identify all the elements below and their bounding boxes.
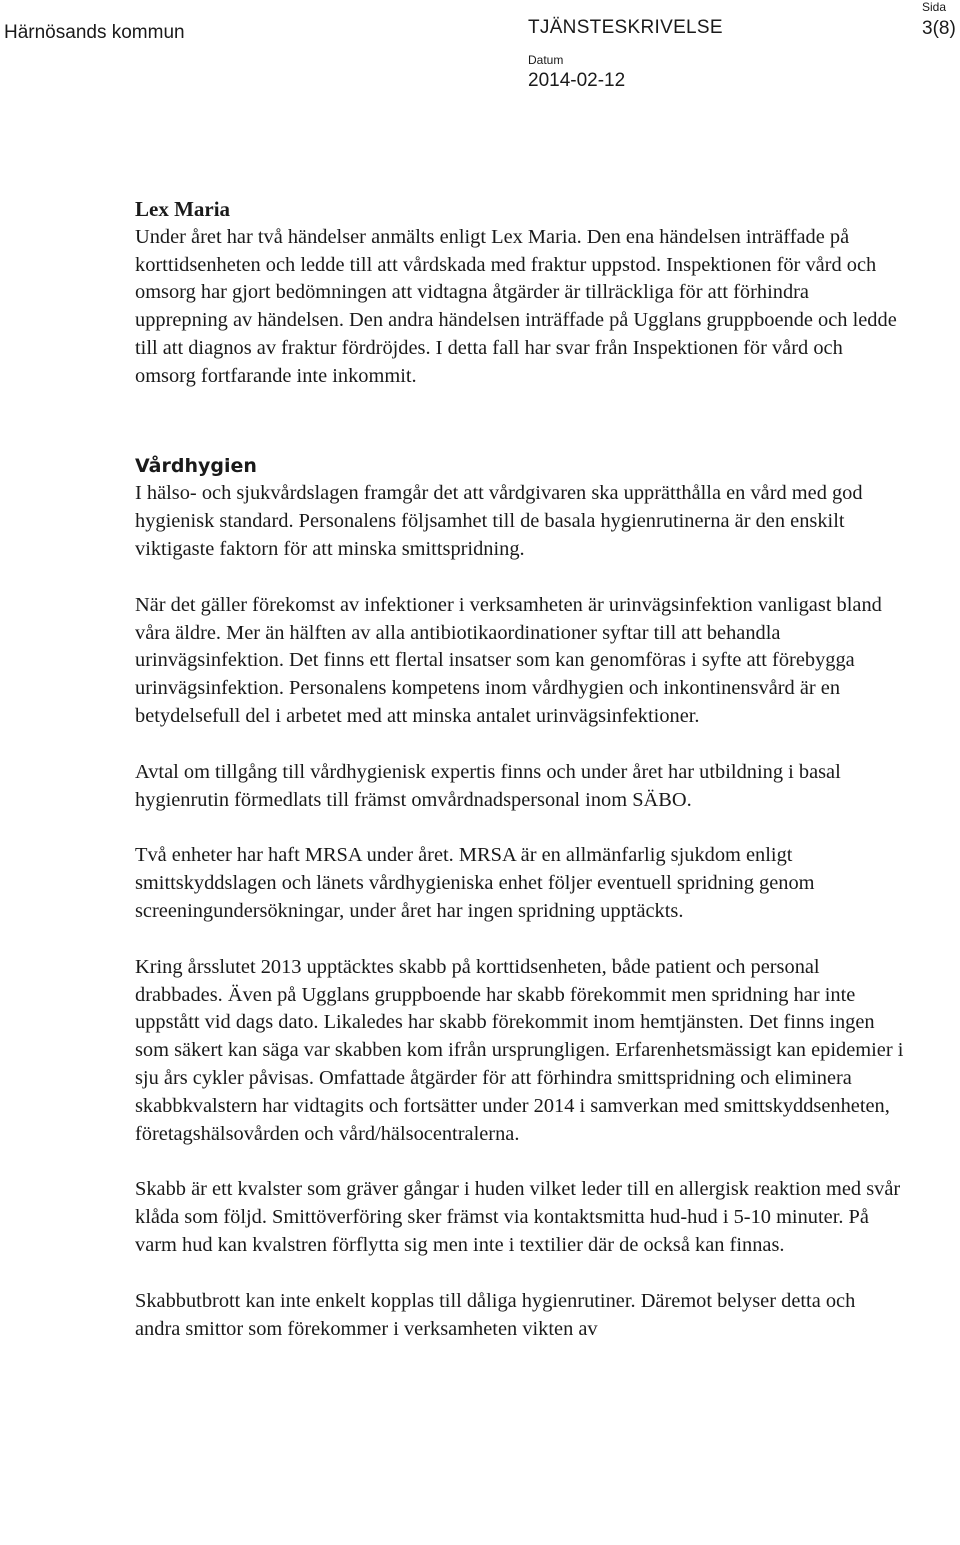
section-heading-lex-maria: Lex Maria [135, 197, 231, 221]
paragraph: Under året har två händelser anmälts enligt Lex Maria. Den ena händelsen inträffade på korttidsenheten och ledde till att vårdskada med fraktur uppstod. Inspektionen för vård och omsorg har gjort bedömningen att vidtagna åtgärder är tillräckliga för att förhindra upprepning av händelsen. Den andra händelsen inträffade på Ugglans gruppboende och ledde till att diagnos av fraktur fördröjdes. I detta fall har svar från Inspektionen för vård och omsorg fortfarande inte inkommit. [135, 225, 897, 387]
paragraph: Kring årsslutet 2013 upptäcktes skabb på korttidsenheten, både patient och personal drabbades. Även på Ugglans gruppboende har skabb förekommit men spridning har inte uppstått vid dags dato. Likaledes har skabb förekommit inom hemtjänsten. Det finns ingen som säkert kan säga var skabben kom ifrån ursprungligen. Erfarenhetsmässigt kan epidemier i sju års cykler påvisas. Omfattade åtgärder för att förhindra smittspridning och eliminera skabbkvalstern har vidtagits och fortsätter under 2014 i samverkan med smittskyddsenheten, företagshälsovården och vård/hälsocentralerna. [135, 955, 904, 1145]
paragraph: När det gäller förekomst av infektioner i verksamheten är urinvägsinfektion vanligast bland våra äldre. Mer än hälften av alla antibiotikaordinationer syftar till att behandla urinvägsinfektion. Det finns ett flertal insatser som kan genomföras i syfte att förebygga urinvägsinfektion. Personalens kompetens inom vårdhygien och inkontinensvård är en betydelsefull del i arbetet med att minska antalet urinvägsinfektioner. [135, 593, 882, 727]
section-heading-vardhygien: Vårdhygien [135, 454, 257, 477]
date-value: 2014-02-12 [528, 70, 626, 91]
paragraph: Två enheter har haft MRSA under året. MRSA är en allmänfarlig sjukdom enligt smittskyddslagen och länets vårdhygieniska enhet följer eventuell spridning genom screeningundersökningar, under året har ingen spridning upptäckts. [135, 844, 815, 922]
page-label: Sida [922, 0, 947, 14]
paragraph: I hälso- och sjukvårdslagen framgår det att vårdgivaren ska upprätthålla en vård med god hygienisk standard. Personalens följsamhet till de basala hygienrutinerna är den enskilt viktigaste faktorn för att minska smittspridning. [135, 482, 863, 560]
section-lex-maria [135, 196, 905, 391]
page-number: 3(8) [922, 18, 956, 39]
paragraph: Avtal om tillgång till vårdhygienisk expertis finns och under året har utbildning i basal hygienrutin förmedlats till främst omvårdnadspersonal inom SÄBO. [135, 760, 841, 811]
section-vardhygien [135, 453, 905, 1344]
paragraph: Skabb är ett kvalster som gräver gångar i huden vilket leder till en allergisk reaktion med svår klåda som följd. Smittöverföring sker främst via kontaktsmitta hud-hud i 5-10 minuter. På varm hud kan kvalstren förflytta sig men inte i textilier där de också kan finnas. [135, 1178, 901, 1256]
document-type: TJÄNSTESKRIVELSE [528, 17, 723, 38]
paragraph: Skabbutbrott kan inte enkelt kopplas till dåliga hygienrutiner. Däremot belyser detta och andra smittor som förekommer i verksamheten vikten av [135, 1289, 856, 1340]
page-header [0, 0, 960, 100]
organization-name: Härnösands kommun [4, 22, 185, 43]
date-label: Datum [528, 53, 564, 67]
document-body [135, 196, 905, 1343]
